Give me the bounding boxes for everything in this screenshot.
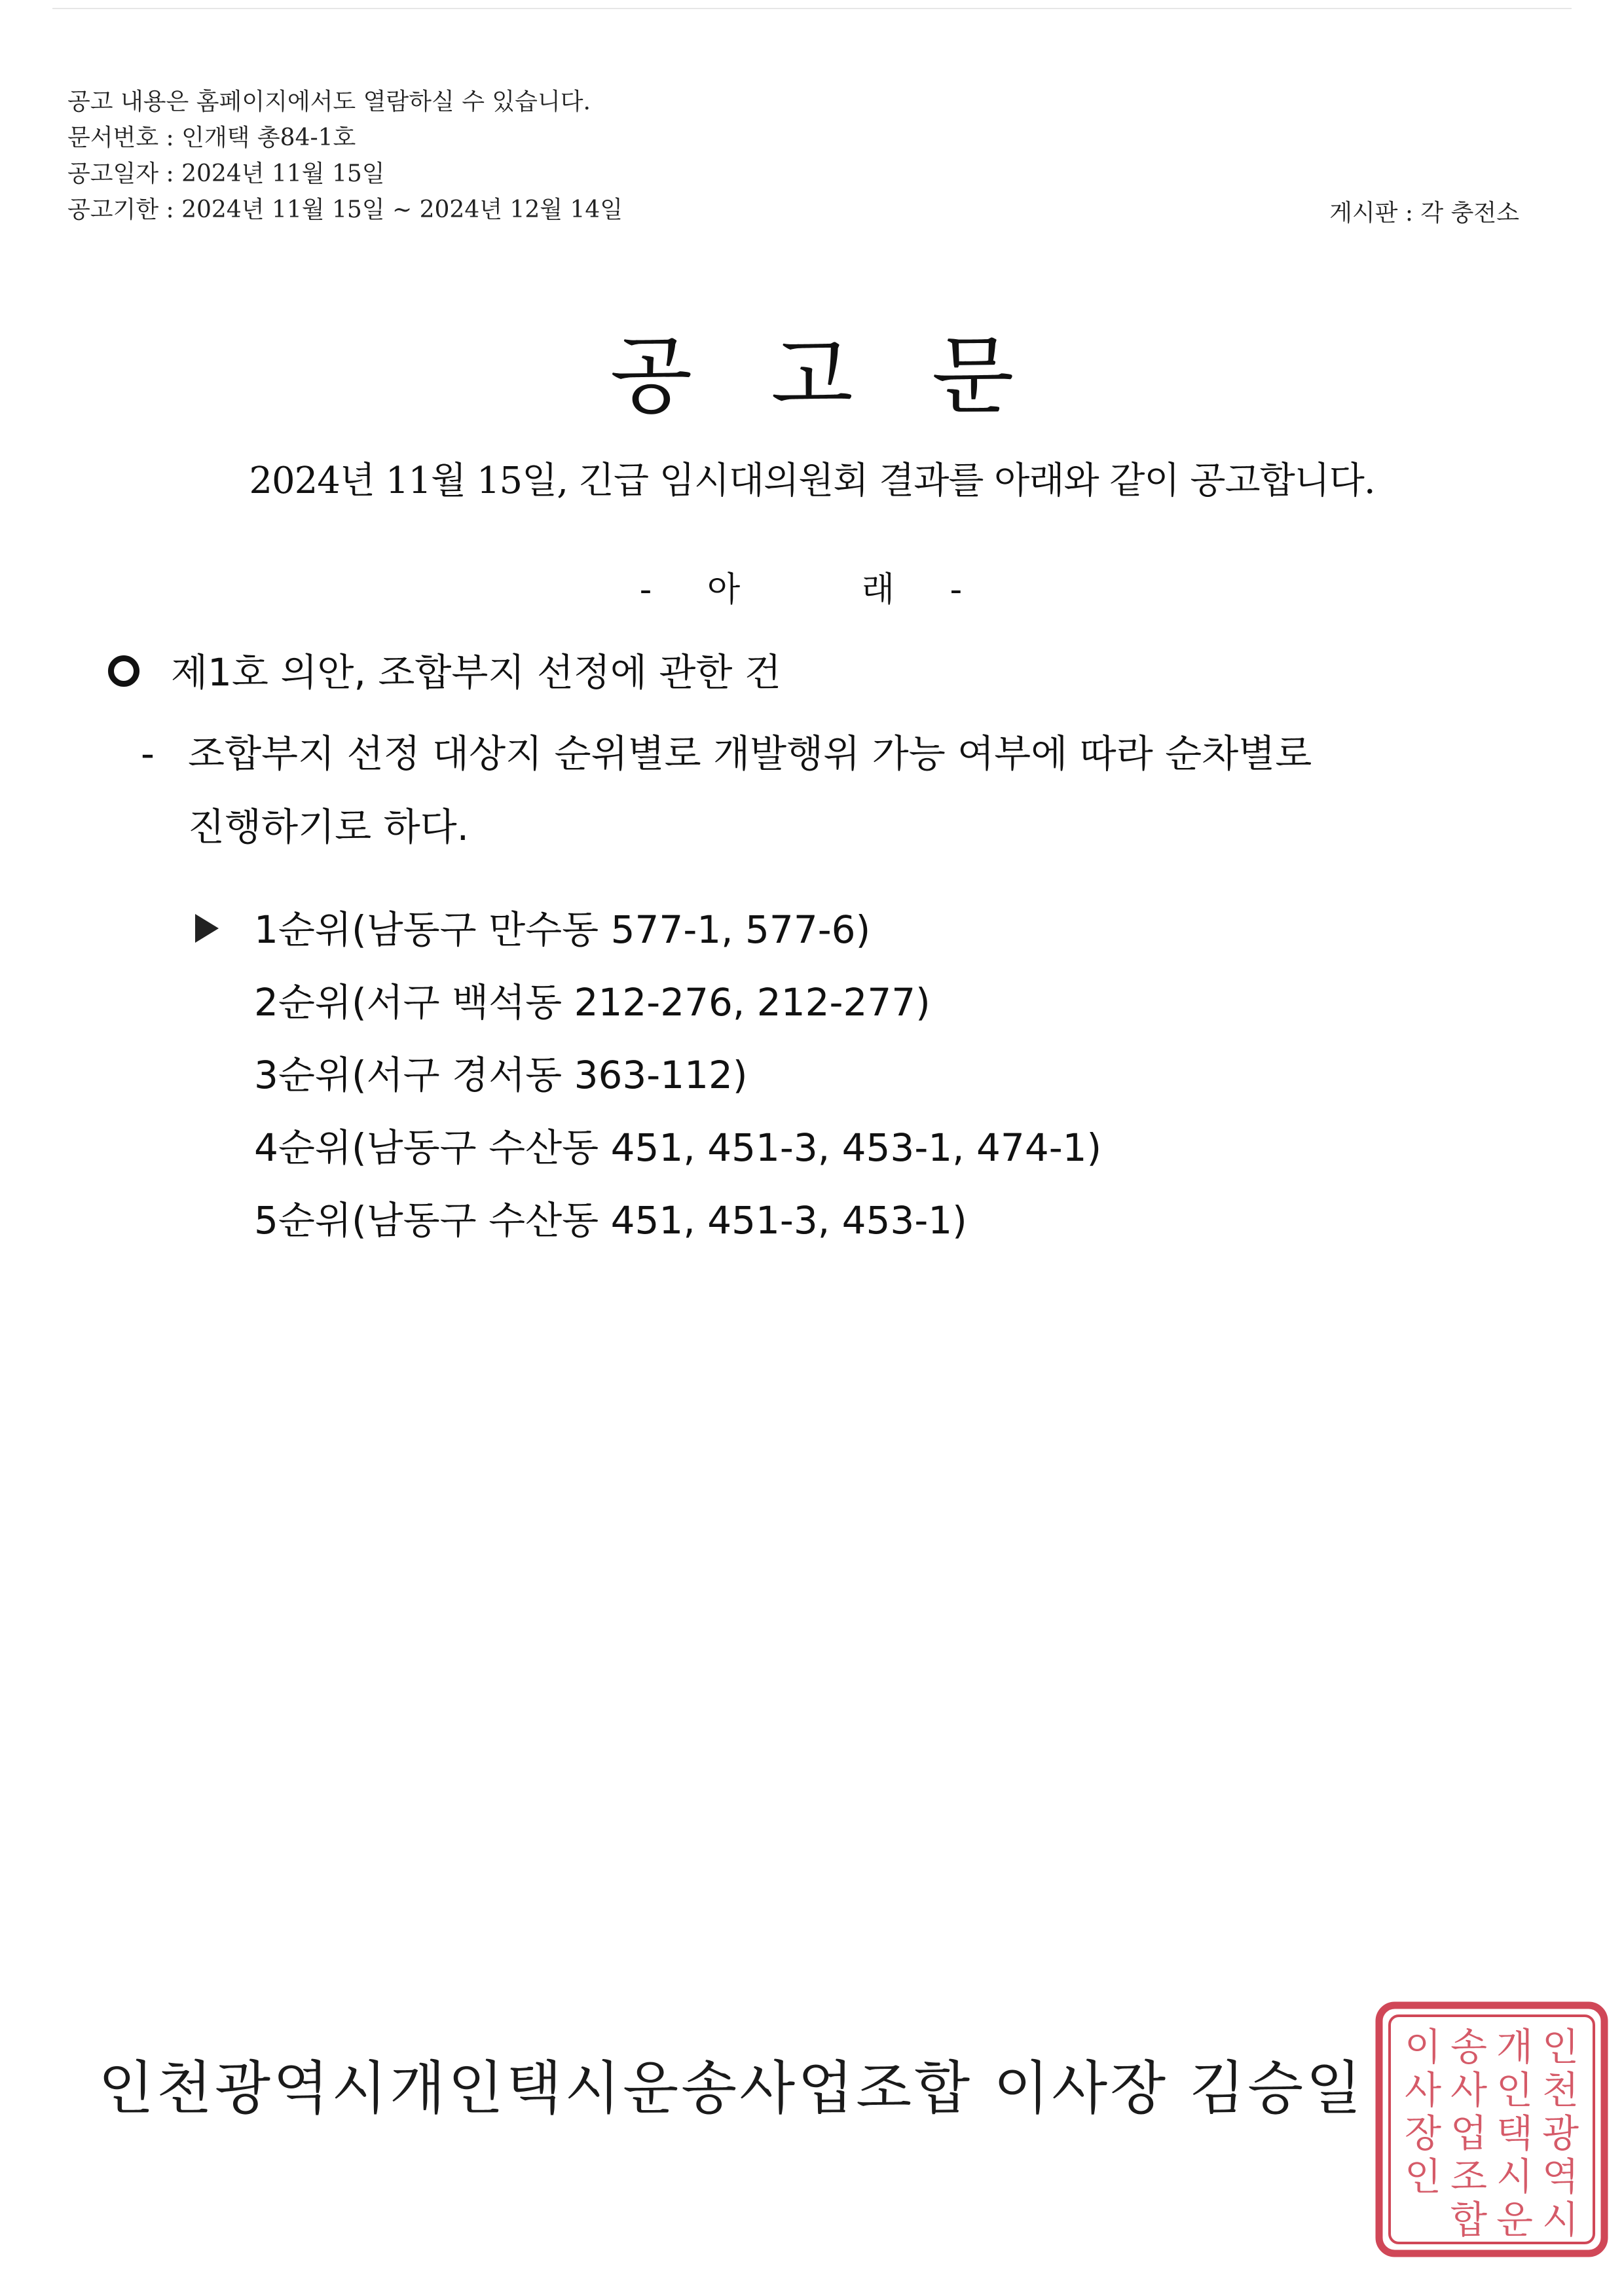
play-bullet-icon (195, 914, 219, 943)
list-item (195, 1112, 1101, 1184)
seal-glyph: 시 (1541, 2197, 1579, 2242)
header-meta (67, 84, 623, 228)
seal-glyph: 이 (1404, 2024, 1442, 2069)
description-text-1: 조합부지 선정 대상지 순위별로 개발행위 가능 여부에 따라 순차별로 (188, 731, 1312, 776)
seal-glyph: 사 (1404, 2068, 1442, 2113)
list-item (195, 1039, 1101, 1112)
seal-glyph: 광 (1541, 2111, 1579, 2156)
seal-glyph: 역 (1541, 2154, 1579, 2199)
seal-glyph: 운 (1496, 2197, 1534, 2242)
description-line-2: 진행하기로 하다. (188, 805, 470, 849)
bullet-slot (195, 894, 254, 966)
description-line-1 (141, 717, 1529, 790)
seal-glyph: 장 (1404, 2111, 1442, 2156)
seal-glyph: 합 (1450, 2197, 1488, 2242)
agenda-description (141, 717, 1529, 864)
list-item (195, 894, 1101, 966)
seal-glyph: 조 (1450, 2154, 1488, 2199)
rank-text: 5순위(남동구 수산동 451, 451-3, 453-1) (254, 1198, 967, 1243)
agenda-item (108, 642, 781, 697)
rank-list (195, 894, 1101, 1257)
seal-glyph: 사 (1450, 2068, 1488, 2113)
circle-bullet-icon (108, 655, 139, 687)
seal-glyph: 인 (1496, 2068, 1534, 2113)
meta-homepage-note: 공고 내용은 홈페이지에서도 열람하실 수 있습니다. (67, 88, 591, 115)
meta-announce-date: 공고일자 : 2024년 11월 15일 (67, 160, 385, 187)
seal-glyph: 송 (1450, 2024, 1488, 2069)
lead-sentence: 2024년 11월 15일, 긴급 임시대의원회 결과를 아래와 같이 공고합니다. (249, 460, 1375, 502)
seal-glyph: 인 (1541, 2024, 1579, 2069)
seal-glyph: 개 (1496, 2024, 1534, 2069)
rank-text: 1순위(남동구 만수동 577-1, 577-6) (254, 907, 871, 952)
rank-text: 4순위(남동구 수산동 451, 451-3, 453-1, 474-1) (254, 1125, 1102, 1170)
agenda-item-text: 제1호 의안, 조합부지 선정에 관한 건 (171, 650, 781, 695)
list-item (195, 966, 1101, 1039)
top-rule (52, 8, 1572, 9)
signature-line: 인천광역시개인택시운송사업조합 이사장 김승일 (98, 2054, 1365, 2122)
page-title: 공고문 (610, 326, 1093, 426)
seal-glyph: 택 (1496, 2111, 1534, 2156)
meta-document-number: 문서번호 : 인개택 총84-1호 (67, 124, 356, 151)
below-label: - 아 래 - (639, 570, 985, 610)
rank-text: 2순위(서구 백석동 212-276, 212-277) (254, 980, 931, 1025)
meta-board: 게시판 : 각 충전소 (1329, 200, 1519, 227)
list-item (195, 1184, 1101, 1257)
dash-bullet: - (141, 731, 155, 776)
seal-glyph: 시 (1496, 2154, 1534, 2199)
official-seal-icon (1374, 2000, 1610, 2259)
seal-glyph: 인 (1404, 2154, 1442, 2199)
rank-text: 3순위(서구 경서동 363-112) (254, 1053, 748, 1097)
meta-announce-period: 공고기한 : 2024년 11월 15일 ~ 2024년 12월 14일 (67, 196, 623, 223)
seal-glyph: 업 (1450, 2111, 1488, 2156)
seal-glyph: 천 (1541, 2068, 1579, 2113)
